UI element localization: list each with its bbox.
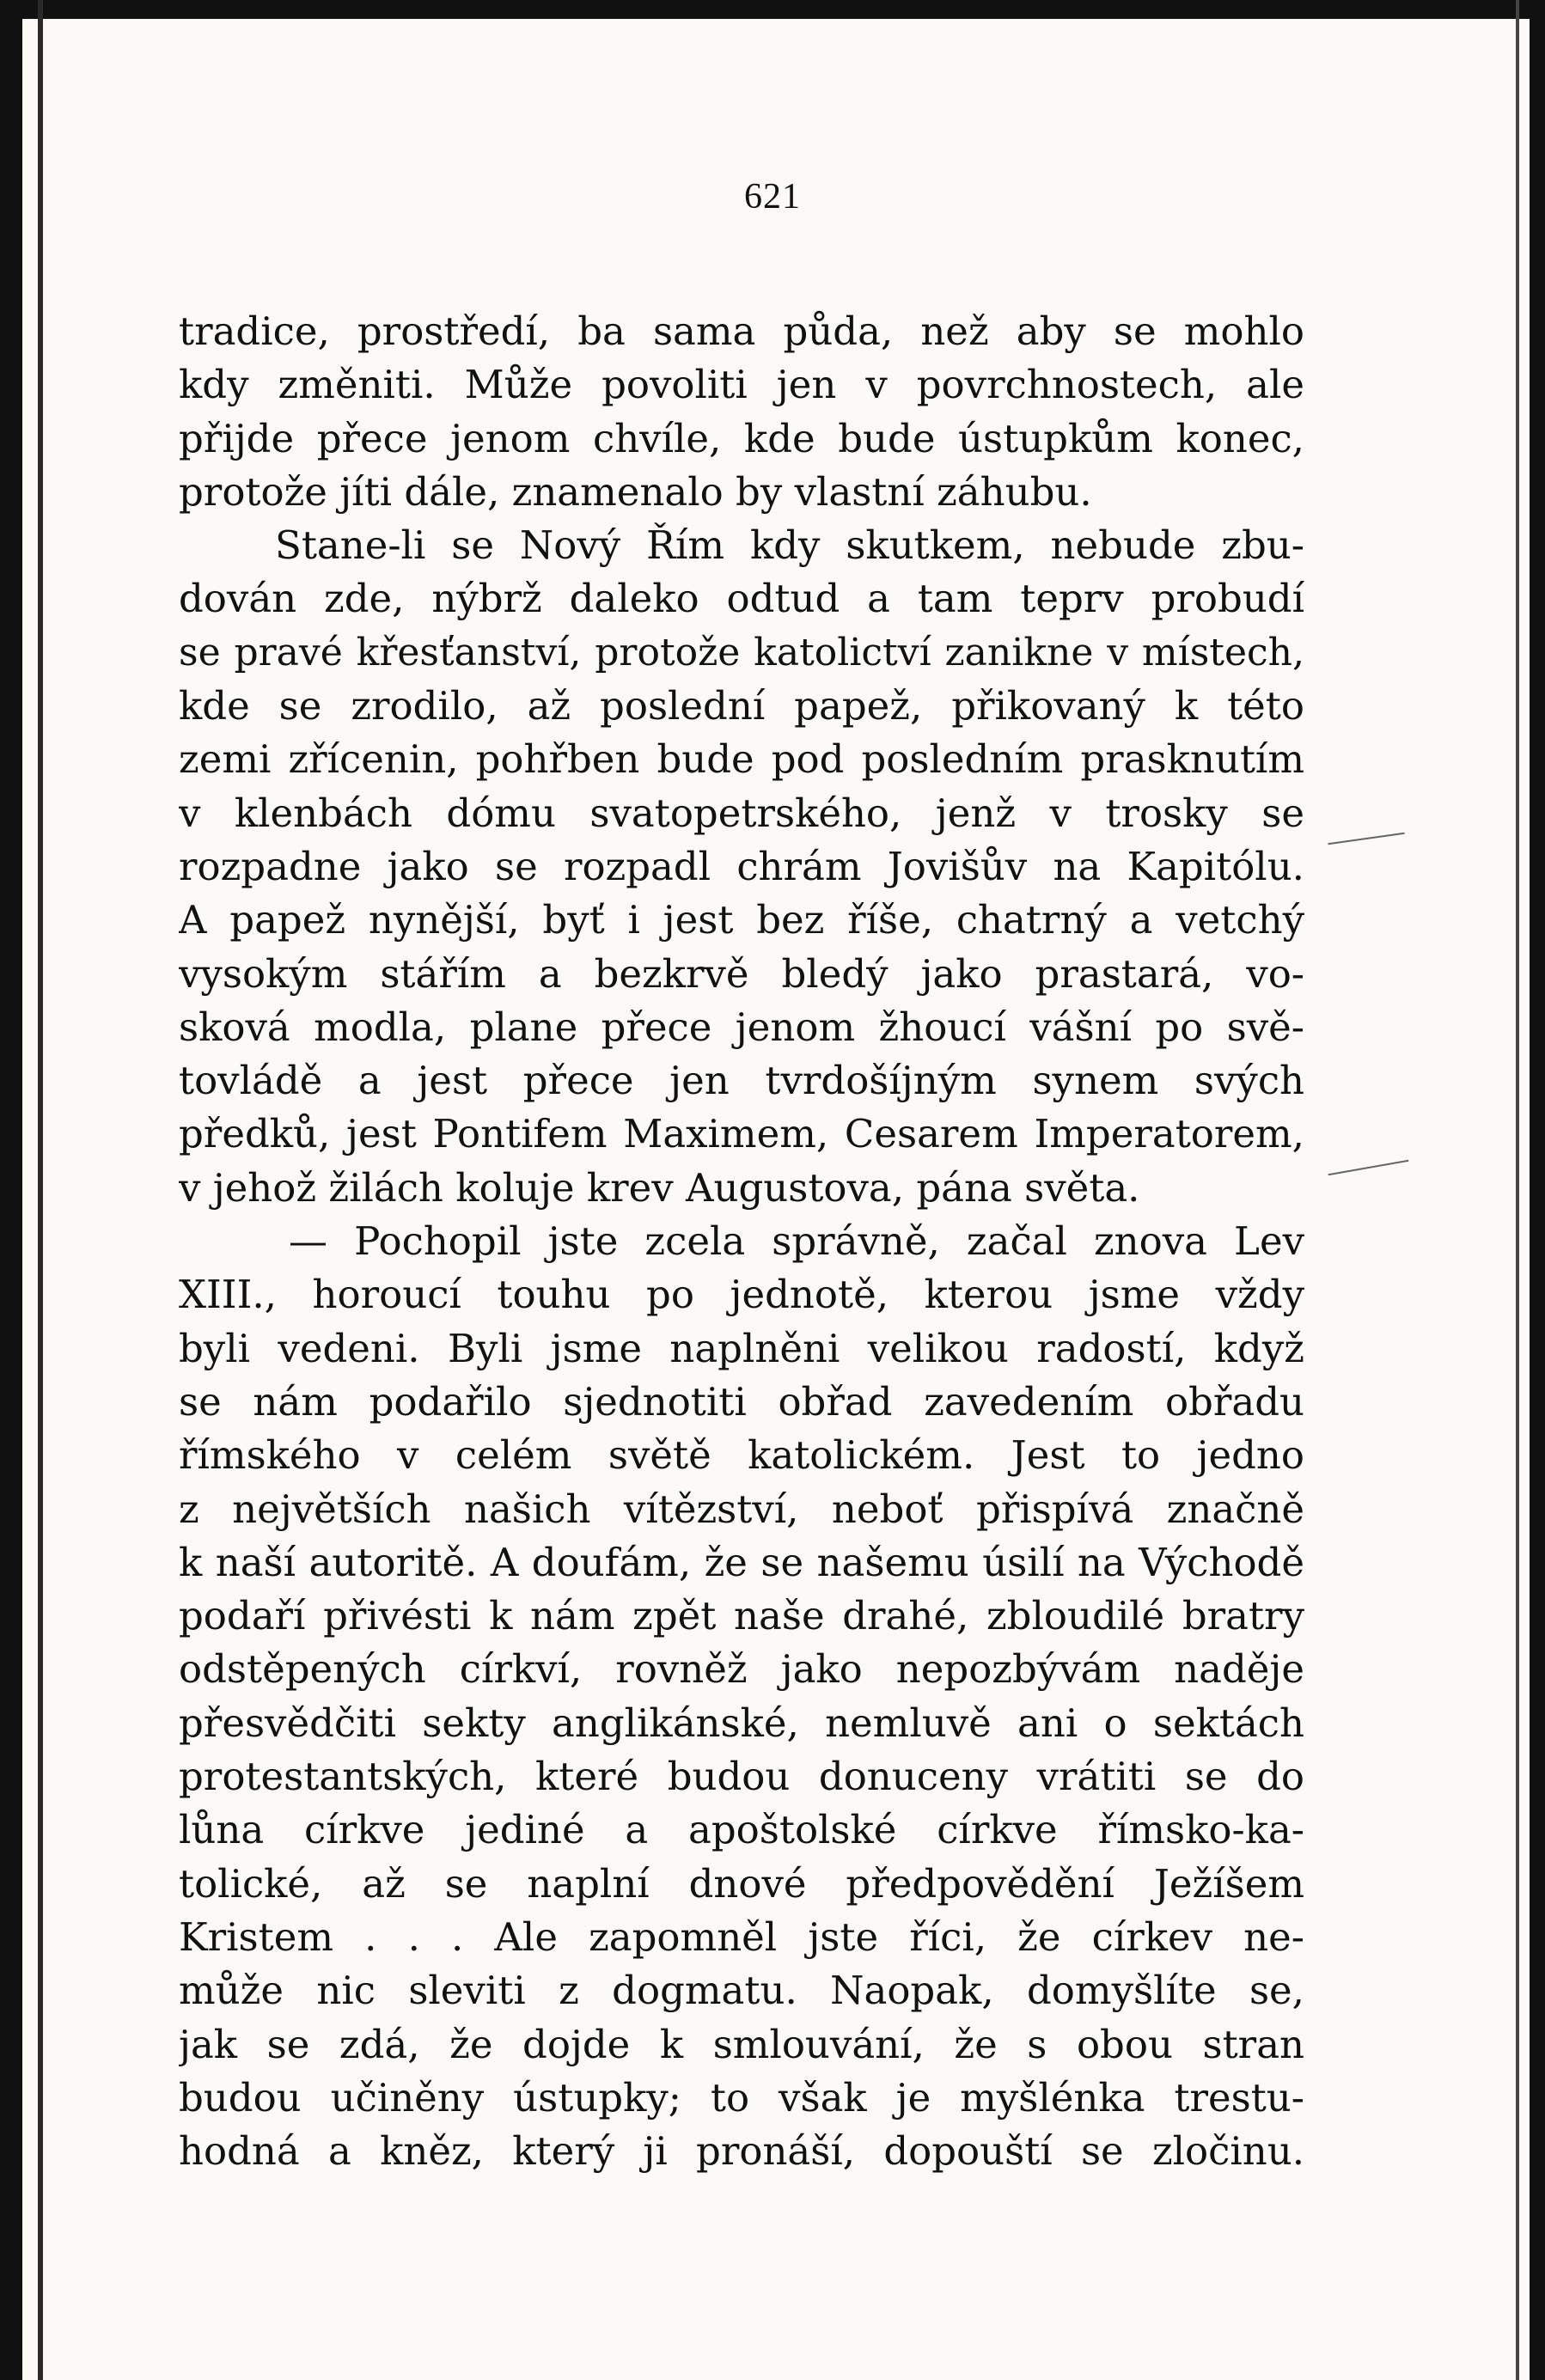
text-line: se pravé křesťanství, protože katolictví zanikne v místech,: [179, 630, 1304, 674]
text-line: vysokým stářím a bezkrvě bledý jako prastará, vo-: [179, 950, 1304, 997]
text-line: v jehož žilách koluje krev Augustova, pána světa.: [179, 1164, 1140, 1211]
text-line: tolické, až se naplní dnové předpovědění Ježíšem: [179, 1860, 1304, 1907]
text-line: kdy změniti. Může povoliti jen v povrchnostech, ale: [179, 362, 1304, 408]
text-line: odstěpených církví, rovněž jako nepozbývám naděje: [179, 1646, 1304, 1693]
text-line: z největších našich vítězství, neboť přispívá značně: [179, 1486, 1304, 1532]
text-line: Kristem . . . Ale zapomněl jste říci, že církev ne-: [179, 1913, 1304, 1960]
page-number: 621: [744, 177, 801, 217]
text-line: jak se zdá, že dojde k smlouvání, že s obou stran: [179, 2021, 1304, 2067]
scan-border-left-inner: [38, 0, 43, 2380]
text-line: rozpadne jako se rozpadl chrám Jovišův na Kapitólu.: [179, 843, 1304, 889]
scan-border-left: [0, 0, 22, 2380]
margin-pencil-mark: [1328, 833, 1404, 845]
text-line: podaří přivésti k nám zpět naše drahé, zbloudilé bratry: [179, 1593, 1304, 1639]
text-line: se nám podařilo sjednotiti obřad zavedením obřadu: [179, 1378, 1304, 1425]
body-text: [179, 305, 1304, 2178]
text-line: A papež nynější, byť i jest bez říše, chatrný a vetchý: [179, 897, 1304, 943]
text-line: protože jíti dále, znamenalo by vlastní záhubu.: [179, 468, 1092, 515]
text-line: v klenbách dómu svatopetrského, jenž v trosky se: [179, 790, 1304, 836]
text-line: hodná a kněz, který ji pronáší, dopouští se zločinu.: [179, 2128, 1304, 2175]
text-line: dován zde, nýbrž daleko odtud a tam teprv probudí: [179, 576, 1304, 622]
text-line: kde se zrodilo, až poslední papež, přikovaný k této: [179, 683, 1304, 729]
scan-border-top: [0, 0, 1545, 19]
text-line: přijde přece jenom chvíle, kde bude ústupkům konec,: [179, 415, 1304, 461]
text-line: protestantských, které budou donuceny vrátiti se do: [179, 1754, 1304, 1800]
scan-border-right: [1530, 0, 1545, 2380]
text-line: může nic sleviti z dogmatu. Naopak, domyšlíte se,: [179, 1968, 1304, 2014]
text-line: byli vedeni. Byli jsme naplněni velikou radostí, když: [179, 1325, 1304, 1371]
text-line: římského v celém světě katolickém. Jest to jedno: [179, 1432, 1304, 1479]
text-line: tovládě a jest přece jen tvrdošíjným synem svých: [179, 1058, 1304, 1104]
text-line: XIII., horoucí touhu po jednotě, kterou jsme vždy: [179, 1272, 1304, 1318]
text-line: předků, jest Pontifem Maximem, Cesarem Imperatorem,: [179, 1111, 1304, 1157]
text-line: sková modla, plane přece jenom žhoucí vášní po svě-: [179, 1004, 1304, 1050]
text-line: zemi zřícenin, pohřben bude pod posledním prasknutím: [179, 736, 1304, 783]
text-line: tradice, prostředí, ba sama půda, než aby se mohlo: [179, 308, 1304, 354]
text-line: přesvědčiti sekty anglikánské, nemluvě ani o sektách: [179, 1700, 1304, 1746]
text-line: lůna církve jediné a apoštolské církve římsko-ka-: [179, 1807, 1304, 1853]
text-line: Stane-li se Nový Řím kdy skutkem, nebude zbu-: [275, 522, 1304, 569]
scan-border-right-inner: [1516, 0, 1519, 2380]
text-line: budou učiněny ústupky; to však je myšlénka trestu-: [179, 2074, 1304, 2121]
margin-pencil-mark: [1328, 1160, 1409, 1175]
text-line: k naší autoritě. A doufám, že se našemu úsilí na Východě: [179, 1539, 1304, 1585]
text-line: — Pochopil jste zcela správně, začal znova Lev: [289, 1218, 1304, 1265]
